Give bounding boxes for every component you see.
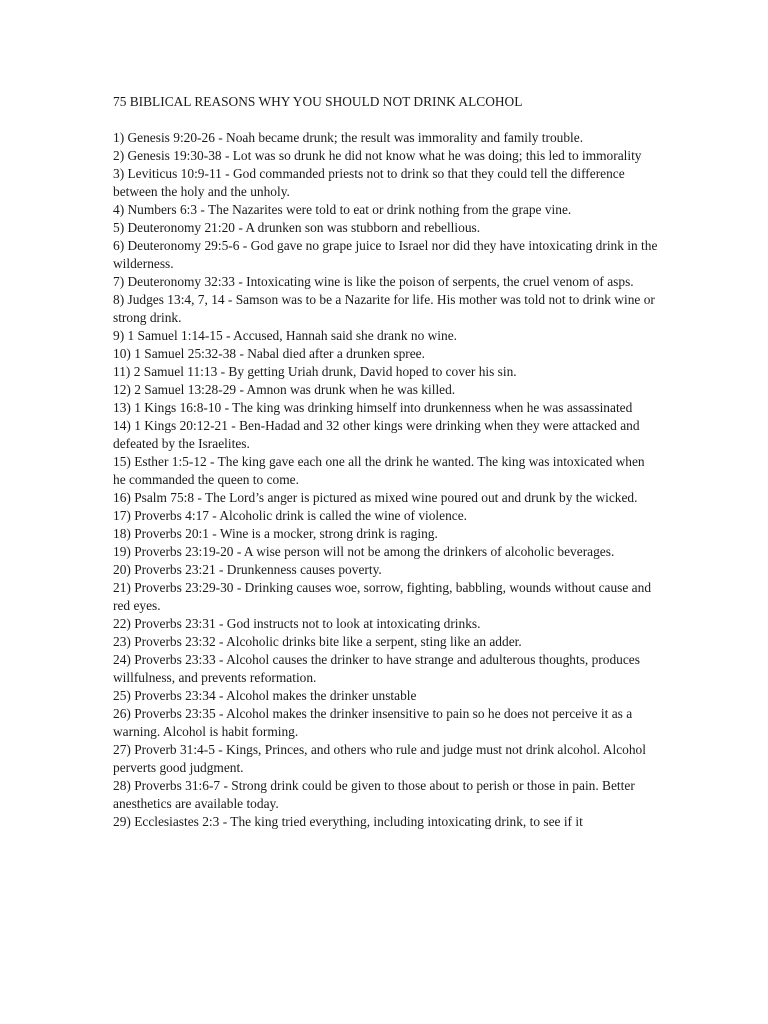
list-item: 11) 2 Samuel 11:13 - By getting Uriah drunk, David hoped to cover his sin. (113, 364, 517, 379)
list-item: 12) 2 Samuel 13:28-29 - Amnon was drunk when he was killed. (113, 382, 456, 397)
list-item: 5) Deuteronomy 21:20 - A drunken son was stubborn and rebellious. (113, 220, 481, 235)
list-item: 9) 1 Samuel 1:14-15 - Accused, Hannah said she drank no wine. (113, 328, 457, 343)
list-item: 21) Proverbs 23:29-30 - Drinking causes woe, sorrow, fighting, babbling, wounds without cause and red eyes. (113, 580, 652, 613)
document-title: 75 BIBLICAL REASONS WHY YOU SHOULD NOT DRINK ALCOHOL (113, 94, 523, 109)
list-item: 17) Proverbs 4:17 - Alcoholic drink is called the wine of violence. (113, 508, 468, 523)
list-item: 10) 1 Samuel 25:32-38 - Nabal died after a drunken spree. (113, 346, 425, 361)
list-item: 8) Judges 13:4, 7, 14 - Samson was to be a Nazarite for life. His mother was told not to drink wine or strong drink. (113, 292, 655, 325)
list-item: 3) Leviticus 10:9-11 - God commanded priests not to drink so that they could tell the difference between the holy and the unholy. (113, 166, 625, 199)
list-item: 29) Ecclesiastes 2:3 - The king tried everything, including intoxicating drink, to see if it (113, 814, 583, 829)
list-item: 15) Esther 1:5-12 - The king gave each one all the drink he wanted. The king was intoxicated when he commanded the queen to come. (113, 454, 645, 487)
list-item: 27) Proverb 31:4-5 - Kings, Princes, and others who rule and judge must not drink alcohol. Alcohol perverts good judgment. (113, 742, 646, 775)
list-item: 2) Genesis 19:30-38 - Lot was so drunk he did not know what he was doing; this led to immorality (113, 148, 642, 163)
list-item: 19) Proverbs 23:19-20 - A wise person will not be among the drinkers of alcoholic beverages. (113, 544, 615, 559)
reasons-list (113, 129, 658, 831)
document-page (113, 93, 658, 831)
list-item: 7) Deuteronomy 32:33 - Intoxicating wine is like the poison of serpents, the cruel venom of asps. (113, 274, 634, 289)
list-item: 28) Proverbs 31:6-7 - Strong drink could be given to those about to perish or those in pain. Better anesthetics are available today. (113, 778, 635, 811)
list-item: 26) Proverbs 23:35 - Alcohol makes the drinker insensitive to pain so he does not perceive it as a warning. Alcohol is habit forming. (113, 706, 633, 739)
list-item: 18) Proverbs 20:1 - Wine is a mocker, strong drink is raging. (113, 526, 438, 541)
list-item: 14) 1 Kings 20:12-21 - Ben-Hadad and 32 other kings were drinking when they were attacked and defeated by the Israelites. (113, 418, 640, 451)
list-item: 20) Proverbs 23:21 - Drunkenness causes poverty. (113, 562, 382, 577)
list-item: 13) 1 Kings 16:8-10 - The king was drinking himself into drunkenness when he was assassinated (113, 400, 633, 415)
list-item: 16) Psalm 75:8 - The Lord’s anger is pictured as mixed wine poured out and drunk by the wicked. (113, 490, 638, 505)
list-item: 25) Proverbs 23:34 - Alcohol makes the drinker unstable (113, 688, 417, 703)
list-item: 1) Genesis 9:20-26 - Noah became drunk; the result was immorality and family trouble. (113, 130, 584, 145)
list-item: 24) Proverbs 23:33 - Alcohol causes the drinker to have strange and adulterous thoughts, produces willfulness, and prevents reformation. (113, 652, 640, 685)
list-item: 6) Deuteronomy 29:5-6 - God gave no grape juice to Israel nor did they have intoxicating drink in the wilderness. (113, 238, 658, 271)
list-item: 22) Proverbs 23:31 - God instructs not to look at intoxicating drinks. (113, 616, 481, 631)
list-item: 4) Numbers 6:3 - The Nazarites were told to eat or drink nothing from the grape vine. (113, 202, 572, 217)
list-item: 23) Proverbs 23:32 - Alcoholic drinks bite like a serpent, sting like an adder. (113, 634, 522, 649)
